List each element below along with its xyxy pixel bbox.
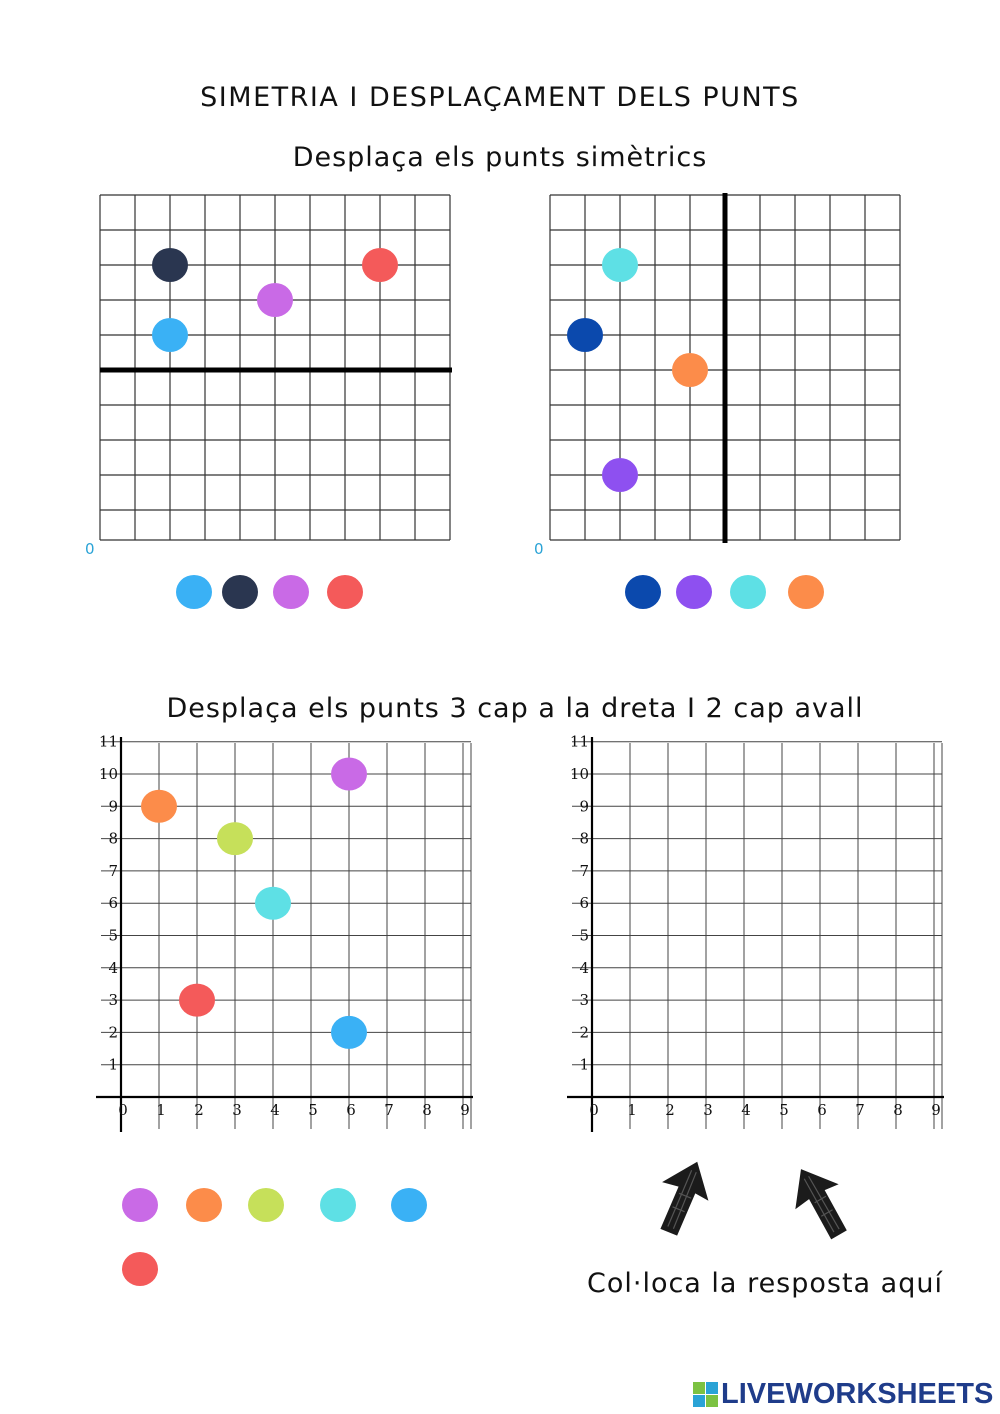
x-tick-label: 2 xyxy=(665,1101,675,1119)
arrow-icon xyxy=(785,1160,855,1245)
y-tick-label: 4 xyxy=(579,958,589,977)
draggable-dot[interactable] xyxy=(273,575,309,609)
cyan-point xyxy=(602,248,638,282)
x-tick-label: 1 xyxy=(627,1101,637,1119)
draggable-dot[interactable] xyxy=(625,575,661,609)
red-point xyxy=(179,984,215,1017)
worksheet-title: SIMETRIA I DESPLAÇAMENT DELS PUNTS xyxy=(200,82,800,113)
y-tick-label: 5 xyxy=(108,926,118,945)
x-tick-label: 5 xyxy=(779,1101,789,1119)
y-tick-label: 9 xyxy=(108,797,118,816)
draggable-dot[interactable] xyxy=(122,1252,158,1286)
arrow-icon xyxy=(648,1155,718,1240)
draggable-dot[interactable] xyxy=(327,575,363,609)
y-tick-label: 2 xyxy=(108,1023,118,1042)
navy-point xyxy=(152,248,188,282)
x-tick-label: 3 xyxy=(232,1101,242,1119)
purple-point xyxy=(602,458,638,492)
section2-title: Desplaça els punts 3 cap a la dreta I 2 cap avall xyxy=(166,693,864,724)
y-tick-label: 10 xyxy=(98,765,118,783)
logo-text: LIVEWORKSHEETS xyxy=(721,1378,994,1410)
y-tick-label: 1 xyxy=(579,1055,589,1074)
y-tick-label: 1 xyxy=(108,1055,118,1074)
y-tick-label: 8 xyxy=(108,829,118,848)
draggable-dot[interactable] xyxy=(676,575,712,609)
y-tick-label: 6 xyxy=(579,894,589,913)
y-tick-label: 8 xyxy=(579,829,589,848)
draggable-dot[interactable] xyxy=(222,575,258,609)
draggable-dot[interactable] xyxy=(391,1188,427,1222)
orange-point xyxy=(672,353,708,387)
orange-point xyxy=(141,790,177,823)
x-tick-label: 5 xyxy=(308,1101,318,1119)
draggable-dot[interactable] xyxy=(122,1188,158,1222)
x-tick-label: 8 xyxy=(893,1101,903,1119)
y-tick-label: 7 xyxy=(108,861,118,880)
light-blue-point xyxy=(152,318,188,352)
y-tick-label: 3 xyxy=(579,991,589,1010)
y-tick-label: 11 xyxy=(98,732,118,751)
draggable-dot[interactable] xyxy=(730,575,766,609)
x-tick-label: 8 xyxy=(422,1101,432,1119)
violet-point xyxy=(257,283,293,317)
draggable-dot[interactable] xyxy=(248,1188,284,1222)
coordinate-grid-answer[interactable] xyxy=(563,732,943,1130)
y-tick-label: 3 xyxy=(108,991,118,1010)
violet-point xyxy=(331,758,367,791)
light-blue-point xyxy=(331,1016,367,1049)
x-tick-label: 6 xyxy=(817,1101,827,1119)
answer-instruction: Col·loca la resposta aquí xyxy=(586,1268,943,1299)
section1-title: Desplaça els punts simètrics xyxy=(292,142,708,173)
coordinate-grid-source[interactable] xyxy=(92,732,472,1130)
symmetry-grid-vertical[interactable] xyxy=(550,195,902,540)
y-tick-label: 5 xyxy=(579,926,589,945)
cyan-point xyxy=(255,887,291,920)
lime-point xyxy=(217,822,253,855)
draggable-dot[interactable] xyxy=(320,1188,356,1222)
x-tick-label: 7 xyxy=(855,1101,865,1119)
y-tick-label: 4 xyxy=(108,958,118,977)
y-tick-label: 2 xyxy=(579,1023,589,1042)
x-tick-label: 1 xyxy=(156,1101,166,1119)
x-tick-label: 6 xyxy=(346,1101,356,1119)
draggable-dot[interactable] xyxy=(176,575,212,609)
x-tick-label: 4 xyxy=(741,1101,751,1119)
x-tick-label: 4 xyxy=(270,1101,280,1119)
y-tick-label: 7 xyxy=(579,861,589,880)
royal-blue-point xyxy=(567,318,603,352)
draggable-dot[interactable] xyxy=(788,575,824,609)
y-tick-label: 10 xyxy=(569,765,589,783)
x-tick-label: 2 xyxy=(194,1101,204,1119)
y-tick-label: 11 xyxy=(569,732,589,751)
x-tick-label: 0 xyxy=(118,1101,128,1119)
x-tick-label: 7 xyxy=(384,1101,394,1119)
y-tick-label: 6 xyxy=(108,894,118,913)
x-tick-label: 0 xyxy=(589,1101,599,1119)
y-tick-label: 9 xyxy=(579,797,589,816)
x-tick-label: 9 xyxy=(931,1101,941,1119)
draggable-dot[interactable] xyxy=(186,1188,222,1222)
red-point xyxy=(362,248,398,282)
origin-label-2: 0 xyxy=(534,540,544,558)
x-tick-label: 9 xyxy=(460,1101,470,1119)
origin-label-1: 0 xyxy=(85,540,95,558)
symmetry-grid-horizontal[interactable] xyxy=(100,195,452,540)
x-tick-label: 3 xyxy=(703,1101,713,1119)
logo-icon xyxy=(693,1382,719,1408)
